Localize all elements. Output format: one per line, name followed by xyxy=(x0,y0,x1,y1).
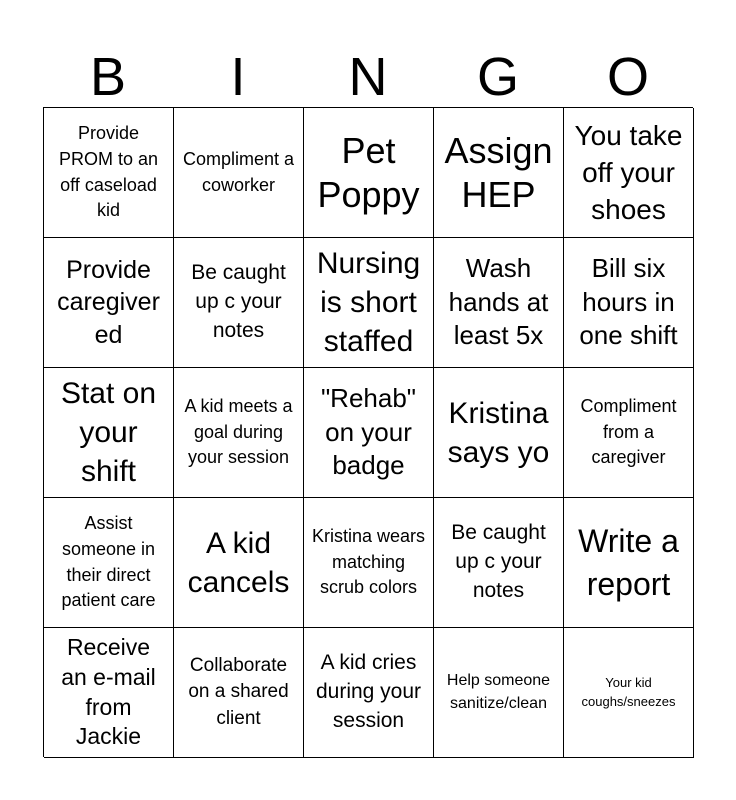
header-letter-b: B xyxy=(89,47,127,107)
bingo-cell-r4-c2[interactable] xyxy=(174,498,304,628)
bingo-cell-text: A kid meets a goal during your session xyxy=(184,396,293,468)
bingo-cell-text: Compliment from a caregiver xyxy=(580,396,677,468)
bingo-cell-text: Help someone sanitize/clean xyxy=(446,671,551,712)
bingo-cell-r3-c2[interactable] xyxy=(174,368,304,498)
bingo-cell-text: You take off your shoes xyxy=(574,119,683,226)
bingo-cell-r5-c4[interactable] xyxy=(434,628,564,758)
header-letter-o: O xyxy=(606,47,649,107)
bingo-cell-r1-c5[interactable] xyxy=(564,108,694,238)
bingo-cell-text: Collaborate on a shared client xyxy=(188,654,289,729)
bingo-cell-text: Be caught up c your notes xyxy=(191,261,286,342)
bingo-cell-r4-c4[interactable] xyxy=(434,498,564,628)
bingo-cell-text: Nursing is short staffed xyxy=(316,247,421,358)
bingo-cell-text: A kid cancels xyxy=(187,526,290,599)
bingo-cell-r2-c2[interactable] xyxy=(174,238,304,368)
bingo-cell-r2-c1[interactable] xyxy=(44,238,174,368)
bingo-cell-text: Provide caregiver ed xyxy=(57,255,160,349)
bingo-cell-r5-c3[interactable] xyxy=(304,628,434,758)
bingo-cell-text: Kristina says yo xyxy=(447,396,550,469)
bingo-cell-text: Assist someone in their direct patient care xyxy=(61,513,156,611)
bingo-cell-r5-c5[interactable] xyxy=(564,628,694,758)
bingo-cell-text: Receive an e-mail from Jackie xyxy=(61,633,156,750)
bingo-cell-text: Compliment a coworker xyxy=(182,148,295,195)
bingo-cell-r4-c1[interactable] xyxy=(44,498,174,628)
bingo-cell-text: Be caught up c your notes xyxy=(451,521,546,602)
bingo-board xyxy=(43,107,693,757)
bingo-cell-r1-c4[interactable] xyxy=(434,108,564,238)
bingo-cell-text: "Rehab" on your badge xyxy=(320,382,417,481)
header-letter-g: G xyxy=(476,47,519,107)
bingo-cell-r3-c5[interactable] xyxy=(564,368,694,498)
header-letter-i: I xyxy=(230,47,246,107)
bingo-cell-r1-c2[interactable] xyxy=(174,108,304,238)
bingo-cell-r3-c1[interactable] xyxy=(44,368,174,498)
bingo-cell-r4-c5[interactable] xyxy=(564,498,694,628)
bingo-cell-r2-c4[interactable] xyxy=(434,238,564,368)
bingo-cell-text: Wash hands at least 5x xyxy=(448,252,549,351)
bingo-cell-r3-c3[interactable] xyxy=(304,368,434,498)
bingo-cell-text: Assign HEP xyxy=(444,130,553,215)
bingo-cell-text: Stat on your shift xyxy=(60,377,157,488)
bingo-cell-r1-c3[interactable] xyxy=(304,108,434,238)
bingo-cell-r5-c2[interactable] xyxy=(174,628,304,758)
bingo-cell-r2-c5[interactable] xyxy=(564,238,694,368)
header-letter-n: N xyxy=(348,47,388,107)
bingo-cell-text: Kristina wears matching scrub colors xyxy=(311,526,426,598)
bingo-cell-r4-c3[interactable] xyxy=(304,498,434,628)
bingo-cell-text: Write a report xyxy=(578,523,679,602)
bingo-header xyxy=(43,42,693,108)
bingo-cell-text: Pet Poppy xyxy=(317,130,420,215)
bingo-cell-text: Bill six hours in one shift xyxy=(579,252,678,351)
bingo-cell-text: Your kid coughs/sneezes xyxy=(581,674,676,709)
bingo-cell-r1-c1[interactable] xyxy=(44,108,174,238)
bingo-cell-r2-c3[interactable] xyxy=(304,238,434,368)
bingo-cell-text: A kid cries during your session xyxy=(315,651,422,732)
bingo-cell-text: Provide PROM to an off caseload kid xyxy=(58,123,159,221)
bingo-cell-r3-c4[interactable] xyxy=(434,368,564,498)
bingo-cell-r5-c1[interactable] xyxy=(44,628,174,758)
